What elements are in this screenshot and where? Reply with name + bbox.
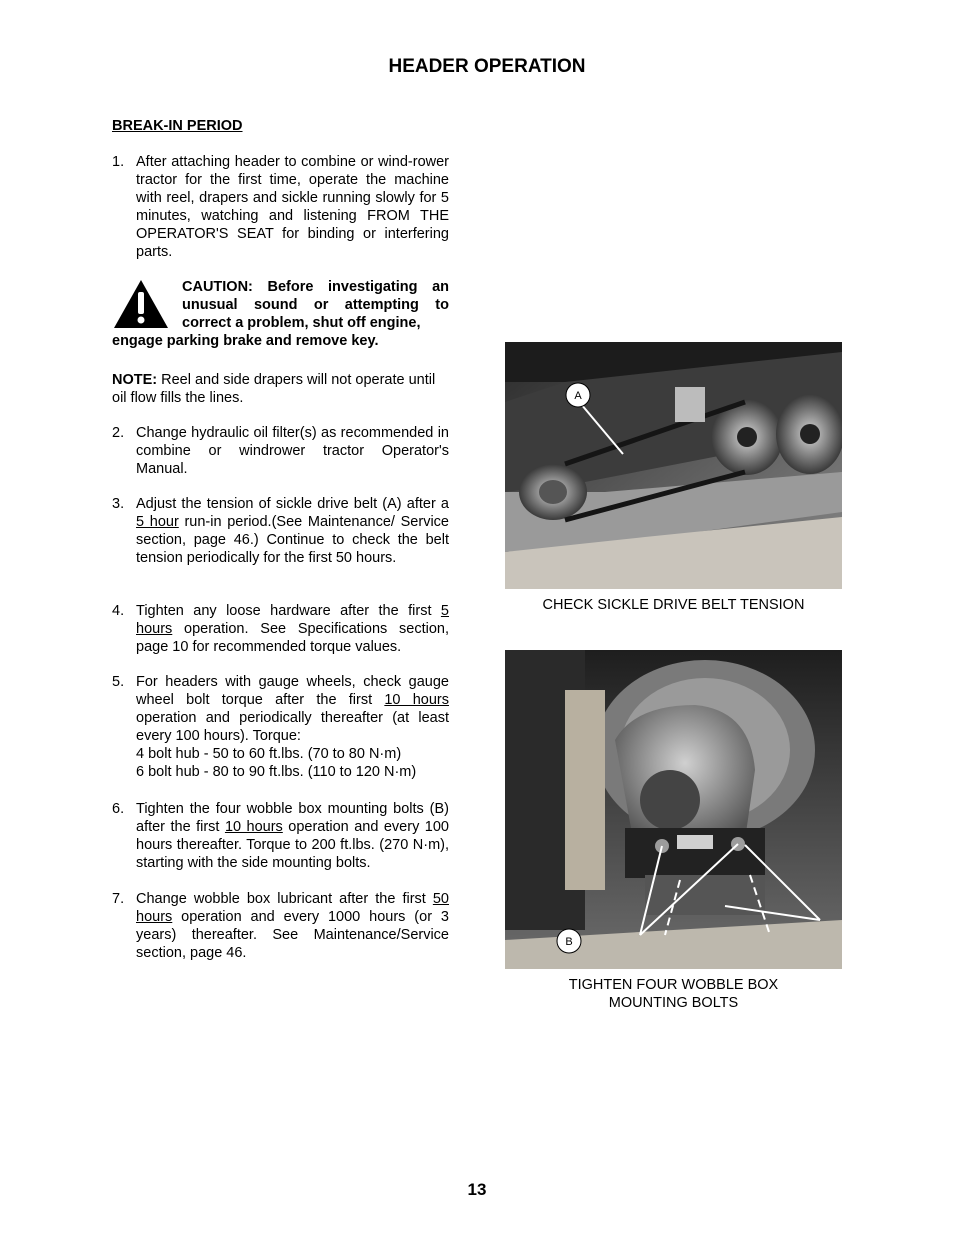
list-item-2 — [112, 424, 449, 478]
item-text — [136, 673, 449, 745]
underlined-hours: 5 hours — [136, 603, 449, 637]
text-run: operation and every 1000 hours (or 3 years) thereafter. See Maintenance/Service section, page 46. — [136, 909, 449, 961]
text-run: Tighten the four wobble box mounting bolts (B) after the first — [136, 801, 449, 835]
underlined-hours: 10 hours — [384, 692, 449, 708]
note-text: Reel and side drapers will not operate until oil flow fills the lines. — [112, 372, 436, 406]
text-run: Adjust the tension of sickle drive belt (A) after a — [136, 496, 449, 512]
list-item-3 — [112, 495, 449, 567]
item-number: 6. — [112, 801, 125, 817]
callout-b: B — [565, 936, 573, 948]
text-run: Tighten any loose hardware after the first — [136, 603, 441, 619]
underlined-hours: 5 hour — [136, 514, 179, 530]
item-number: 1. — [112, 154, 125, 170]
page-number: 13 — [467, 1180, 487, 1199]
item-text: After attaching header to combine or wind-rower tractor for the first time, operate the machine with reel, drapers and sickle running slowly for 5 minutes, watching and listening FROM THE OPERATOR'S SEAT for binding or interfering parts. — [136, 154, 449, 260]
item-text — [136, 890, 449, 962]
caution-block — [112, 278, 449, 350]
text-run: Change wobble box lubricant after the first — [136, 891, 433, 907]
list-item-5 — [112, 673, 449, 781]
photo-drawing — [505, 342, 842, 589]
figure-caption-a: CHECK SICKLE DRIVE BELT TENSION — [542, 597, 805, 613]
item-number: 3. — [112, 496, 125, 512]
note-block — [112, 371, 449, 407]
list-item-4 — [112, 602, 449, 656]
left-column — [112, 153, 449, 973]
item-text: Change hydraulic oil filter(s) as recommended in combine or windrower tractor Operator's Manual. — [136, 425, 449, 477]
item-text — [136, 602, 449, 656]
callout-a: A — [574, 390, 582, 402]
underlined-hours: 50 hours — [136, 891, 449, 925]
list-item-7 — [112, 890, 449, 962]
warning-icon — [112, 278, 170, 330]
photo-drawing — [505, 650, 842, 969]
figure-caption-b — [505, 976, 842, 1012]
item-number: 2. — [112, 425, 125, 441]
caution-text-tail: engage parking brake and remove key. — [112, 333, 379, 349]
photo-wobble-box-bolts — [505, 650, 842, 969]
text-run: operation and periodically thereafter (at least every 100 hours). Torque: — [136, 710, 449, 744]
torque-line: 6 bolt hub - 80 to 90 ft.lbs. (110 to 120 N·m) — [136, 764, 417, 780]
item-text — [136, 800, 449, 872]
caution-text: CAUTION: Before investigating an unusual sound or attempting to correct a problem, shut off engine, — [182, 279, 449, 331]
list-item-6 — [112, 800, 449, 872]
page-title: HEADER OPERATION — [388, 56, 586, 77]
item-number: 4. — [112, 603, 125, 619]
item-number: 5. — [112, 674, 125, 690]
item-text — [136, 495, 449, 567]
underlined-hours: 10 hours — [224, 819, 283, 835]
text-run: operation and every 100 hours thereafter. Torque to 200 ft.lbs. (270 N·m), starting with the side mounting bolts. — [136, 819, 449, 871]
photo-sickle-drive-belt — [505, 342, 842, 589]
note-label: NOTE: — [112, 372, 158, 388]
caption-line: TIGHTEN FOUR WOBBLE BOX — [568, 977, 779, 993]
caption-line: MOUNTING BOLTS — [608, 995, 739, 1011]
section-heading: BREAK-IN PERIOD — [112, 118, 243, 134]
text-run: run-in period.(See Maintenance/ Service section, page 46.) Continue to check the belt tension periodically for the first 50 hours. — [136, 514, 449, 566]
list-item-1 — [112, 153, 449, 261]
text-run: operation. See Specifications section, page 10 for recommended torque values. — [136, 621, 449, 655]
text-run: For headers with gauge wheels, check gauge wheel bolt torque after the first — [136, 674, 449, 708]
torque-line: 4 bolt hub - 50 to 60 ft.lbs. (70 to 80 N·m) — [136, 746, 402, 762]
item-number: 7. — [112, 891, 125, 907]
